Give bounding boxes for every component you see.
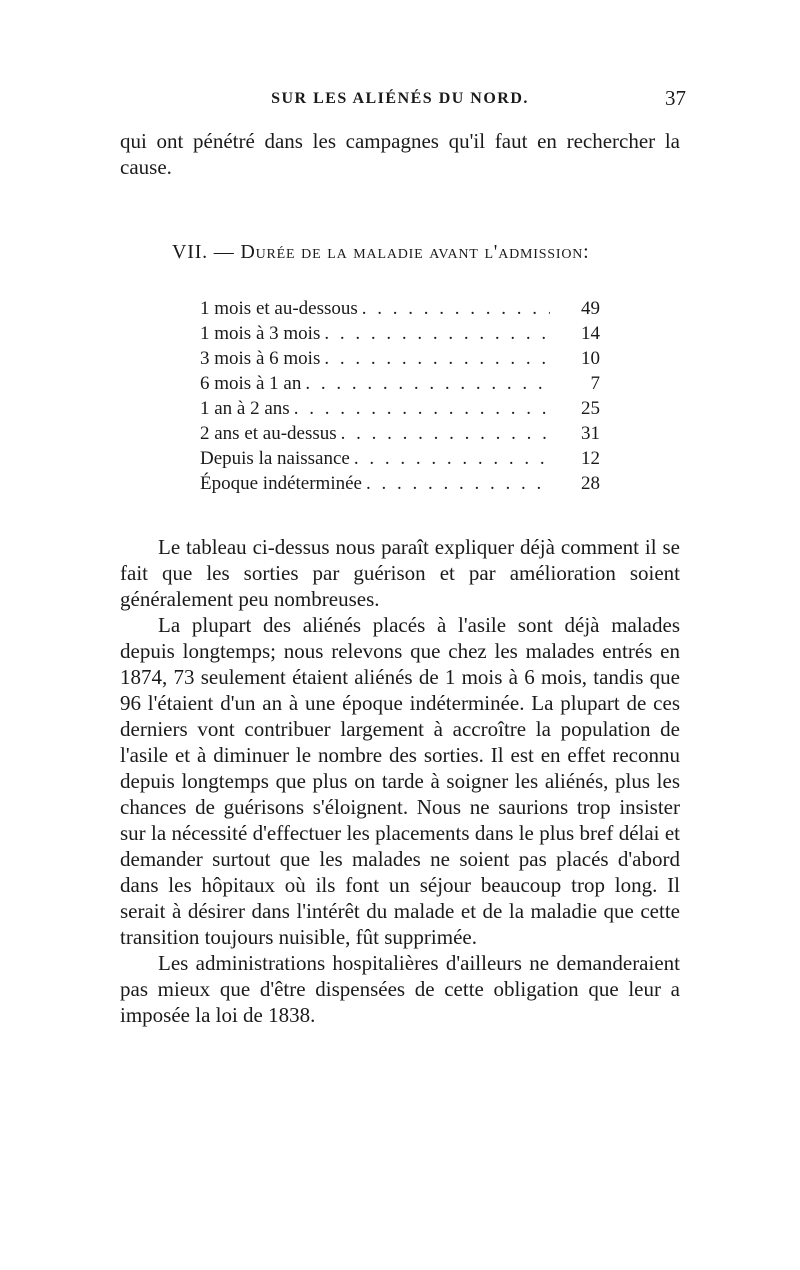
leader-dots — [324, 321, 550, 346]
running-head — [120, 86, 686, 118]
page-number: 37 — [665, 86, 686, 110]
row-label: Époque indéterminée — [200, 473, 362, 494]
row-label: 1 an à 2 ans — [200, 398, 290, 419]
row-value: 12 — [581, 448, 600, 469]
paragraph: Les administrations hospitalières d'ailleurs ne demanderaient pas mieux que d'être dispensées de cette obligation que leur a imposée la loi de 1838. — [120, 951, 680, 1027]
table-row — [200, 471, 600, 496]
leader-dots — [294, 396, 550, 421]
row-value: 14 — [581, 323, 600, 344]
table-row — [200, 396, 600, 421]
section-title: Durée de la maladie avant l'admission: — [240, 241, 590, 263]
row-value: 49 — [581, 298, 600, 319]
duration-table — [200, 296, 600, 496]
leader-dots — [341, 421, 550, 446]
row-label: 2 ans et au-dessus — [200, 423, 337, 444]
section-heading — [172, 241, 652, 264]
paragraph: La plupart des aliénés placés à l'asile sont déjà malades depuis longtemps; nous relevons que chez les malades entrés en 1874, 73 seulement étaient aliénés de 1 mois à 6 mois, tandis que 96 l'étaient d'un an à une époque indéterminée. La plupart de ces derniers vont contribuer largement à accroître la population de l'asile et à diminuer le nombre des sorties. Il est en effet reconnu depuis longtemps que plus on tarde à soigner les aliénés, plus les chances de guérisons s'éloignent. Nous ne saurions trop insister sur la nécessité d'effectuer les placements dans le plus bref délai et demander surtout que les malades ne soient pas placés d'abord dans les hôpitaux où ils font un séjour beaucoup trop long. Il serait à désirer dans l'intérêt du malade et de la maladie que cette transition toujours nuisible, fût supprimée. — [120, 613, 680, 949]
body-text — [120, 534, 680, 1028]
running-title: SUR LES ALIÉNÉS DU NORD. — [271, 90, 529, 107]
row-label: Depuis la naissance — [200, 448, 350, 469]
leader-dots — [366, 471, 550, 496]
row-value: 31 — [581, 423, 600, 444]
paragraph: Le tableau ci-dessus nous paraît expliquer déjà comment il se fait que les sorties par guérison et par amélioration soient généralement peu nombreuses. — [120, 535, 680, 611]
section-number: VII. — — [172, 241, 235, 263]
row-label: 1 mois à 3 mois — [200, 323, 321, 344]
intro-paragraph: qui ont pénétré dans les campagnes qu'il faut en rechercher la cause. — [120, 129, 680, 179]
table-row — [200, 296, 600, 321]
table-row — [200, 421, 600, 446]
table-row — [200, 321, 600, 346]
row-label: 3 mois à 6 mois — [200, 348, 321, 369]
row-label: 1 mois et au-dessous — [200, 298, 358, 319]
row-label: 6 mois à 1 an — [200, 373, 302, 394]
table-row — [200, 346, 600, 371]
table-row — [200, 446, 600, 471]
leader-dots — [362, 296, 550, 321]
row-value: 10 — [581, 348, 600, 369]
row-value: 25 — [581, 398, 600, 419]
intro-paragraph-block — [120, 128, 680, 180]
row-value: 7 — [590, 373, 600, 394]
row-value: 28 — [581, 473, 600, 494]
leader-dots — [354, 446, 550, 471]
leader-dots — [305, 371, 550, 396]
table-row — [200, 371, 600, 396]
leader-dots — [324, 346, 550, 371]
